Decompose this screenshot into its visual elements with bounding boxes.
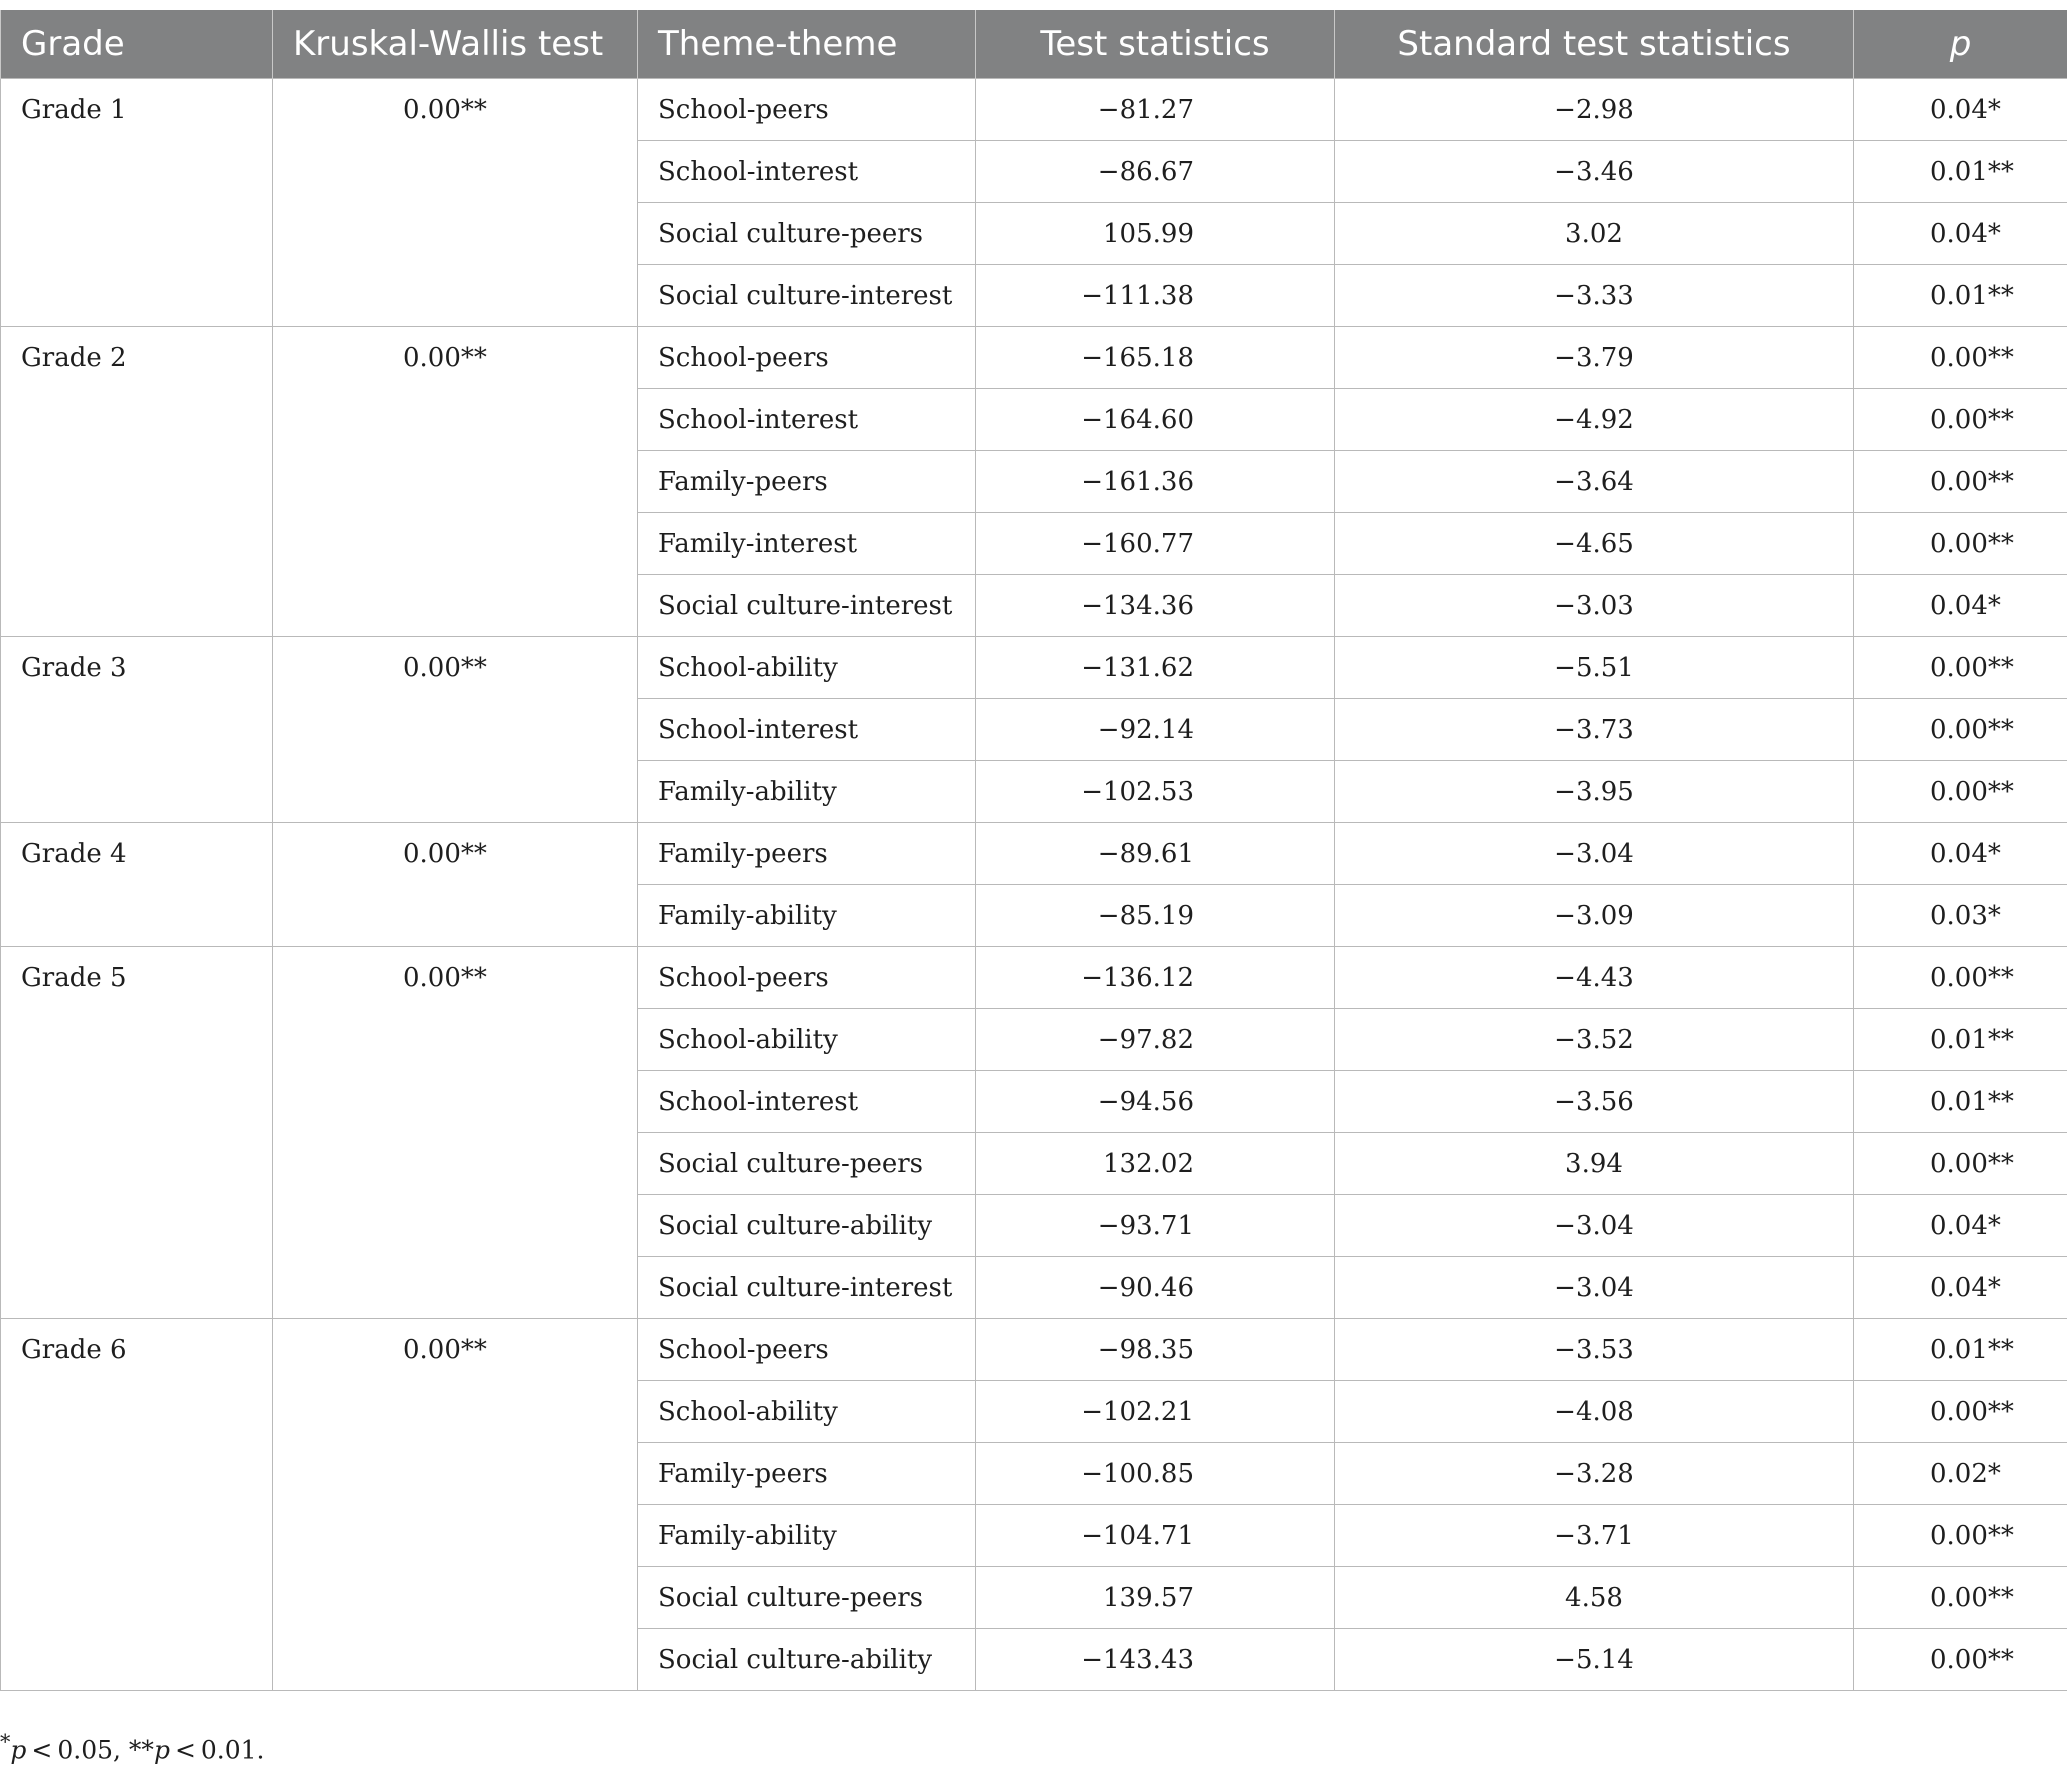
footnote-star: * <box>0 1730 11 1754</box>
theme-cell: School-ability <box>638 637 976 699</box>
standard-test-statistic-cell: −3.04 <box>1335 823 1854 885</box>
p-value-cell: 0.04* <box>1854 1195 2067 1257</box>
standard-test-statistic-cell: −5.51 <box>1335 637 1854 699</box>
p-value-cell: 0.01** <box>1854 265 2067 327</box>
p-value-cell: 0.03* <box>1854 885 2067 947</box>
standard-test-statistic-cell: 3.02 <box>1335 203 1854 265</box>
p-value-cell: 0.01** <box>1854 141 2067 203</box>
theme-cell: Social culture-interest <box>638 1257 976 1319</box>
footnote-p1: p <box>10 1735 27 1765</box>
p-value-cell: 0.02* <box>1854 1443 2067 1505</box>
standard-test-statistic-cell: −5.14 <box>1335 1629 1854 1691</box>
header-p: p <box>1854 10 2067 79</box>
p-value-cell: 0.00** <box>1854 451 2067 513</box>
p-value-cell: 0.00** <box>1854 1629 2067 1691</box>
kruskal-wallis-cell: 0.00** <box>273 79 638 327</box>
standard-test-statistic-cell: −4.43 <box>1335 947 1854 1009</box>
p-value-cell: 0.01** <box>1854 1009 2067 1071</box>
theme-cell: Social culture-peers <box>638 203 976 265</box>
theme-cell: Family-ability <box>638 885 976 947</box>
p-value-cell: 0.00** <box>1854 1505 2067 1567</box>
test-statistic-cell: 105.99 <box>976 203 1335 265</box>
table-row <box>1 327 2067 389</box>
table-row <box>1 1319 2067 1381</box>
test-statistic-cell: −98.35 <box>976 1319 1335 1381</box>
test-statistic-cell: −97.82 <box>976 1009 1335 1071</box>
footnote-p2: p <box>153 1735 170 1765</box>
header-theme-theme: Theme-theme <box>638 10 976 79</box>
p-value-cell: 0.00** <box>1854 1567 2067 1629</box>
test-statistic-cell: −94.56 <box>976 1071 1335 1133</box>
standard-test-statistic-cell: −3.04 <box>1335 1195 1854 1257</box>
table-row <box>1 947 2067 1009</box>
theme-cell: School-interest <box>638 389 976 451</box>
p-value-cell: 0.04* <box>1854 823 2067 885</box>
test-statistic-cell: 139.57 <box>976 1567 1335 1629</box>
standard-test-statistic-cell: −3.56 <box>1335 1071 1854 1133</box>
p-value-cell: 0.04* <box>1854 1257 2067 1319</box>
footnote <box>0 1730 265 1764</box>
test-statistic-cell: −143.43 <box>976 1629 1335 1691</box>
p-value-cell: 0.00** <box>1854 327 2067 389</box>
theme-cell: School-interest <box>638 141 976 203</box>
test-statistic-cell: 132.02 <box>976 1133 1335 1195</box>
theme-cell: Social culture-ability <box>638 1195 976 1257</box>
standard-test-statistic-cell: −2.98 <box>1335 79 1854 141</box>
test-statistic-cell: −131.62 <box>976 637 1335 699</box>
p-value-cell: 0.01** <box>1854 1319 2067 1381</box>
p-value-cell: 0.00** <box>1854 699 2067 761</box>
theme-cell: Social culture-interest <box>638 265 976 327</box>
header-grade: Grade <box>1 10 273 79</box>
table-header <box>1 10 2067 79</box>
theme-cell: Family-ability <box>638 761 976 823</box>
theme-cell: Family-peers <box>638 823 976 885</box>
test-statistic-cell: −164.60 <box>976 389 1335 451</box>
grade-cell: Grade 5 <box>1 947 273 1319</box>
theme-cell: School-interest <box>638 699 976 761</box>
theme-cell: School-peers <box>638 327 976 389</box>
table-row <box>1 823 2067 885</box>
kruskal-wallis-cell: 0.00** <box>273 947 638 1319</box>
kruskal-wallis-cell: 0.00** <box>273 327 638 637</box>
theme-cell: School-interest <box>638 1071 976 1133</box>
standard-test-statistic-cell: −3.53 <box>1335 1319 1854 1381</box>
theme-cell: Family-peers <box>638 1443 976 1505</box>
test-statistic-cell: −86.67 <box>976 141 1335 203</box>
test-statistic-cell: −93.71 <box>976 1195 1335 1257</box>
theme-cell: School-peers <box>638 79 976 141</box>
grade-cell: Grade 4 <box>1 823 273 947</box>
p-value-cell: 0.00** <box>1854 1133 2067 1195</box>
test-statistic-cell: −90.46 <box>976 1257 1335 1319</box>
standard-test-statistic-cell: −3.95 <box>1335 761 1854 823</box>
standard-test-statistic-cell: −3.28 <box>1335 1443 1854 1505</box>
test-statistic-cell: −102.21 <box>976 1381 1335 1443</box>
document <box>0 10 2067 1691</box>
table-row <box>1 79 2067 141</box>
theme-cell: School-ability <box>638 1009 976 1071</box>
test-statistic-cell: −165.18 <box>976 327 1335 389</box>
standard-test-statistic-cell: 3.94 <box>1335 1133 1854 1195</box>
test-statistic-cell: −111.38 <box>976 265 1335 327</box>
p-value-cell: 0.00** <box>1854 389 2067 451</box>
kruskal-wallis-cell: 0.00** <box>273 823 638 947</box>
grade-cell: Grade 2 <box>1 327 273 637</box>
standard-test-statistic-cell: −3.79 <box>1335 327 1854 389</box>
theme-cell: School-peers <box>638 1319 976 1381</box>
theme-cell: Family-ability <box>638 1505 976 1567</box>
theme-cell: Family-peers <box>638 451 976 513</box>
standard-test-statistic-cell: −3.71 <box>1335 1505 1854 1567</box>
header-test-statistics: Test statistics <box>976 10 1335 79</box>
test-statistic-cell: −100.85 <box>976 1443 1335 1505</box>
standard-test-statistic-cell: −3.64 <box>1335 451 1854 513</box>
header-row <box>1 10 2067 79</box>
theme-cell: Family-interest <box>638 513 976 575</box>
footnote-cond1: < 0.05, ** <box>26 1735 154 1765</box>
statistics-table <box>0 10 2067 1691</box>
table-row <box>1 637 2067 699</box>
test-statistic-cell: −92.14 <box>976 699 1335 761</box>
p-value-cell: 0.00** <box>1854 947 2067 1009</box>
kruskal-wallis-cell: 0.00** <box>273 1319 638 1691</box>
p-value-cell: 0.04* <box>1854 79 2067 141</box>
standard-test-statistic-cell: −3.03 <box>1335 575 1854 637</box>
test-statistic-cell: −136.12 <box>976 947 1335 1009</box>
test-statistic-cell: −89.61 <box>976 823 1335 885</box>
standard-test-statistic-cell: 4.58 <box>1335 1567 1854 1629</box>
theme-cell: Social culture-ability <box>638 1629 976 1691</box>
standard-test-statistic-cell: −3.33 <box>1335 265 1854 327</box>
test-statistic-cell: −102.53 <box>976 761 1335 823</box>
table-body <box>1 79 2067 1691</box>
p-value-cell: 0.01** <box>1854 1071 2067 1133</box>
test-statistic-cell: −85.19 <box>976 885 1335 947</box>
standard-test-statistic-cell: −3.73 <box>1335 699 1854 761</box>
p-value-cell: 0.04* <box>1854 575 2067 637</box>
p-value-cell: 0.00** <box>1854 761 2067 823</box>
theme-cell: School-ability <box>638 1381 976 1443</box>
test-statistic-cell: −160.77 <box>976 513 1335 575</box>
theme-cell: School-peers <box>638 947 976 1009</box>
p-value-cell: 0.00** <box>1854 637 2067 699</box>
header-standard-test-statistics: Standard test statistics <box>1335 10 1854 79</box>
theme-cell: Social culture-interest <box>638 575 976 637</box>
header-kruskal-wallis: Kruskal-Wallis test <box>273 10 638 79</box>
grade-cell: Grade 3 <box>1 637 273 823</box>
footnote-cond2: < 0.01. <box>169 1735 265 1765</box>
test-statistic-cell: −161.36 <box>976 451 1335 513</box>
standard-test-statistic-cell: −3.46 <box>1335 141 1854 203</box>
p-value-cell: 0.00** <box>1854 513 2067 575</box>
p-value-cell: 0.04* <box>1854 203 2067 265</box>
test-statistic-cell: −81.27 <box>976 79 1335 141</box>
p-value-cell: 0.00** <box>1854 1381 2067 1443</box>
grade-cell: Grade 1 <box>1 79 273 327</box>
standard-test-statistic-cell: −3.09 <box>1335 885 1854 947</box>
theme-cell: Social culture-peers <box>638 1567 976 1629</box>
standard-test-statistic-cell: −4.65 <box>1335 513 1854 575</box>
theme-cell: Social culture-peers <box>638 1133 976 1195</box>
standard-test-statistic-cell: −3.04 <box>1335 1257 1854 1319</box>
test-statistic-cell: −134.36 <box>976 575 1335 637</box>
test-statistic-cell: −104.71 <box>976 1505 1335 1567</box>
standard-test-statistic-cell: −3.52 <box>1335 1009 1854 1071</box>
grade-cell: Grade 6 <box>1 1319 273 1691</box>
standard-test-statistic-cell: −4.92 <box>1335 389 1854 451</box>
kruskal-wallis-cell: 0.00** <box>273 637 638 823</box>
standard-test-statistic-cell: −4.08 <box>1335 1381 1854 1443</box>
